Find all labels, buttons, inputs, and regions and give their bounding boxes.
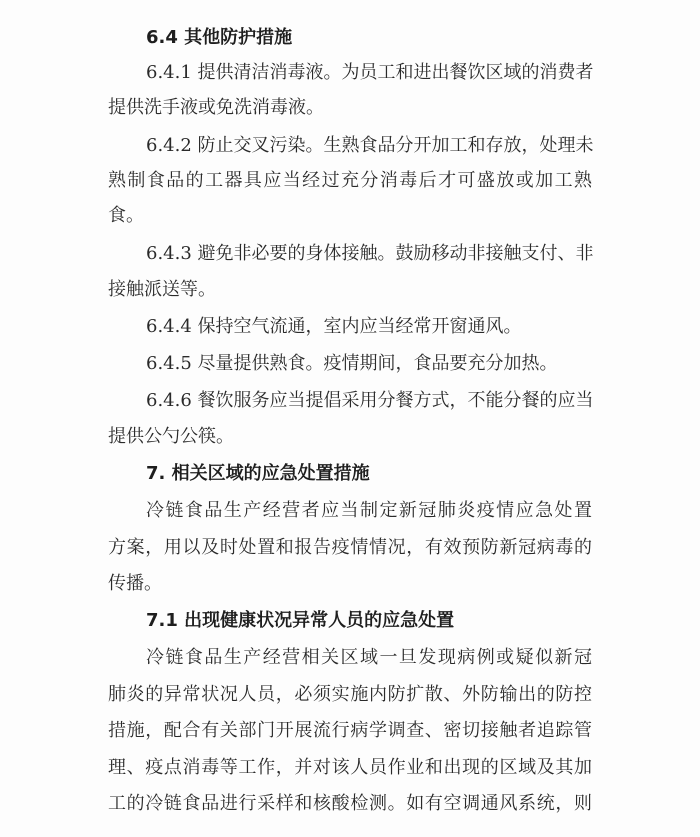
paragraph-line: 6.4.5 尽量提供熟食。疫情期间，食品要充分加热。 [146, 353, 558, 374]
paragraph-line: 熟制食品的工器具应当经过充分消毒后才可盛放或加工熟 [108, 170, 592, 191]
paragraph-line: 6.4.4 保持空气流通，室内应当经常开窗通风。 [146, 316, 522, 337]
paragraph-line: 提供洗手液或免洗消毒液。 [108, 97, 324, 118]
paragraph-line: 6.4.1 提供清洁消毒液。为员工和进出餐饮区域的消费者 [146, 62, 594, 83]
paragraph-line: 6.4.3 避免非必要的身体接触。鼓励移动非接触支付、非 [146, 243, 594, 264]
paragraph-line: 工的冷链食品进行采样和核酸检测。如有空调通风系统，则 [108, 793, 592, 814]
paragraph-line: 冷链食品生产经营者应当制定新冠肺炎疫情应急处置 [146, 500, 592, 521]
paragraph-line: 冷链食品生产经营相关区域一旦发现病例或疑似新冠 [146, 647, 592, 668]
section-heading-7-1: 7.1 出现健康状况异常人员的应急处置 [146, 610, 455, 631]
paragraph-line: 肺炎的异常状况人员，必须实施内防扩散、外防输出的防控 [108, 684, 592, 705]
paragraph-line: 食。 [108, 205, 144, 226]
paragraph-line: 传播。 [108, 573, 162, 594]
paragraph-line: 方案，用以及时处置和报告疫情情况，有效预防新冠病毒的 [108, 537, 592, 558]
section-heading-7: 7. 相关区域的应急处置措施 [146, 463, 370, 484]
section-heading-6-4: 6.4 其他防护措施 [146, 27, 293, 48]
paragraph-line: 6.4.6 餐饮服务应当提倡采用分餐方式，不能分餐的应当 [146, 390, 594, 411]
paragraph-line: 措施，配合有关部门开展流行病学调查、密切接触者追踪管 [108, 720, 592, 741]
paragraph-line: 理、疫点消毒等工作，并对该人员作业和出现的区域及其加 [108, 757, 592, 778]
paragraph-line: 接触派送等。 [108, 279, 216, 300]
paragraph-line: 提供公勺公筷。 [108, 426, 234, 447]
paragraph-line: 6.4.2 防止交叉污染。生熟食品分开加工和存放，处理未 [146, 135, 594, 156]
